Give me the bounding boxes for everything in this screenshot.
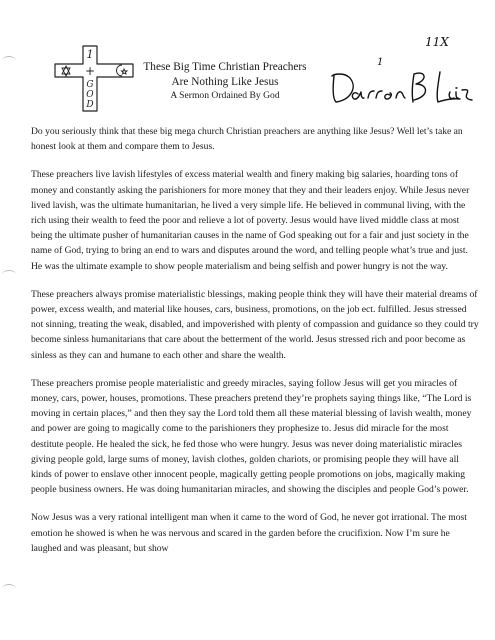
paragraph: These preachers always promise materialistic blessings, making people think they will have their material dreams of power, excess wealth, and material like houses, cars, business, promotions, on the job ect. fulfilled. Jesus stressed not sinning, treating the weak, disabled, and impoverished with plenty of compassion and guidance so they could try become sinless humanitarians that care about the betterment of the world. Jesus stressed rich and poor become as sinless as they can and humane to each other and share the wealth. bbox=[31, 288, 479, 361]
paragraph: These preachers live lavish lifestyles of excess material wealth and finery making big salaries, hoarding tons of money and constantly asking the parishioners for more money that they and their leaders enjoy. While Jesus never lived lavish, was the ultimate humanitarian, he lived a very simple life. He believed in communal living, with the rich using their wealth to feed the poor and relieve a lot of poverty. Jesus would have lived middle class at most being the ultimate pusher of humanitarian causes in the name of God speaking out for a fair and just society in the name of God, trying to bring an end to wars and disputes around the word, and telling people what’s true and just. He was the ultimate example to show people materialism and being selfish and power hungry is not the way. bbox=[31, 169, 470, 272]
handwritten-signature bbox=[328, 64, 478, 108]
paragraph: Now Jesus was a very rational intelligent man when it came to the word of God, he never got irrational. The most emotion he showed is when he was nervous and scared in the garden before the crucifixion. Now I’m sure he laughed and was pleasant, but show bbox=[31, 512, 467, 554]
title-line-1: These Big Time Christian Preachers bbox=[143, 61, 307, 73]
handwritten-page-mark: 11X bbox=[425, 35, 449, 49]
punch-hole-mark bbox=[2, 584, 16, 593]
paragraph: Do you seriously think that these big mega church Christian preachers are anything like Jesus? Well let’s take an honest look at them and compare them to Jesus. bbox=[31, 126, 463, 153]
cross-emblem bbox=[53, 44, 135, 112]
cross-top-letter: 1 bbox=[86, 48, 94, 61]
sermon-body bbox=[31, 124, 479, 569]
title-line-2: Are Nothing Like Jesus bbox=[171, 75, 279, 88]
cross-letter-d: D bbox=[86, 100, 94, 110]
cross-letter-g: G bbox=[86, 80, 94, 90]
star-of-david-icon bbox=[62, 66, 70, 76]
cross-letter-o: O bbox=[86, 90, 94, 100]
star-and-crescent-icon bbox=[117, 65, 128, 76]
document-header bbox=[140, 60, 310, 102]
punch-hole-mark bbox=[2, 56, 16, 65]
paragraph: These preachers promise people materialistic and greedy miracles, saying follow Jesus will get you miracles of money, cars, power, houses, promotions. These preachers pretend they’re prophets saying things like, “The Lord is moving in certain places,” and then they say the Lord told them all these material blessing of lavish wealth, money and power are going to magically come to the parishioners they prophesize to. Jesus did miracle for the most destitute people. He healed the sick, he fed those who were hungry. Jesus was never doing materialistic miracles giving people gold, large sums of money, lavish clothes, golden chariots, or promising people they will have all kinds of power to enslave other innocent people, magically getting people promotions on jobs, magically making people business owners. He was doing humanitarian miracles, and showing the disciples and people God’s power. bbox=[31, 377, 472, 496]
punch-hole-mark bbox=[2, 270, 16, 279]
cross-center-symbol: + bbox=[84, 64, 96, 78]
handwritten-number: 1 bbox=[377, 57, 384, 68]
subtitle: A Sermon Ordained By God bbox=[170, 90, 280, 101]
